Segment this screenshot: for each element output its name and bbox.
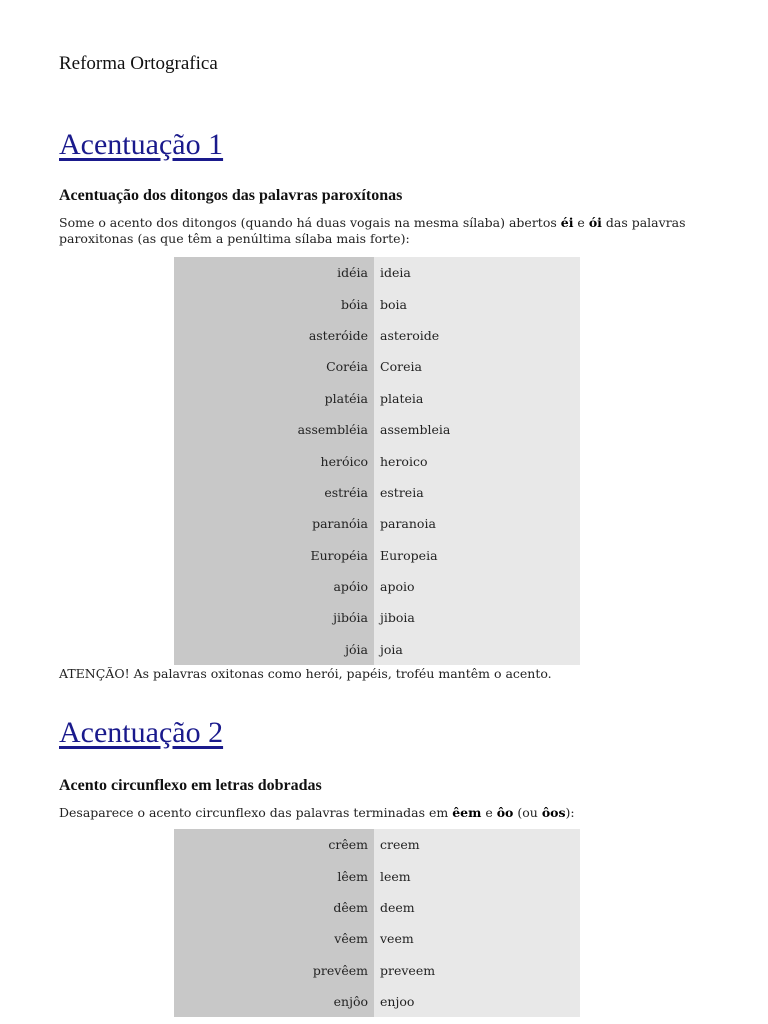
table-row: [174, 860, 580, 891]
section2-intro: [59, 805, 699, 821]
subheading-circunflexo: Acento circunflexo em letras dobradas: [59, 777, 322, 794]
table-row: [174, 540, 580, 571]
intro-text: ):: [565, 805, 575, 820]
intro-text: e: [573, 215, 589, 230]
intro-text: Some o acento dos ditongos (quando há duas vogais na mesma sílaba) abertos: [59, 215, 561, 230]
old-spelling-cell: vêem: [174, 923, 374, 954]
new-spelling-cell: boia: [374, 288, 580, 319]
table-row: [174, 288, 580, 319]
attention-note: ATENÇÃO! As palavras oxitonas como herói, papéis, troféu mantêm o acento.: [59, 666, 552, 681]
old-spelling-cell: paranóia: [174, 508, 374, 539]
new-spelling-cell: asteroide: [374, 320, 580, 351]
old-spelling-cell: jibóia: [174, 602, 374, 633]
new-spelling-cell: estreia: [374, 477, 580, 508]
table-row: [174, 351, 580, 382]
old-spelling-cell: assembléia: [174, 414, 374, 445]
old-spelling-cell: idéia: [174, 257, 374, 288]
intro-bold: ói: [588, 215, 602, 230]
new-spelling-cell: enjoo: [374, 986, 580, 1017]
new-spelling-cell: joia: [374, 634, 580, 665]
new-spelling-cell: plateia: [374, 383, 580, 414]
old-spelling-cell: Coréia: [174, 351, 374, 382]
section1-intro: [59, 215, 699, 247]
old-spelling-cell: apóio: [174, 571, 374, 602]
section-heading-acentuacao-2[interactable]: Acentuação 2: [59, 716, 224, 749]
new-spelling-cell: ideia: [374, 257, 580, 288]
table-row: [174, 892, 580, 923]
new-spelling-cell: paranoia: [374, 508, 580, 539]
table-row: [174, 955, 580, 986]
old-spelling-cell: estréia: [174, 477, 374, 508]
old-spelling-cell: dêem: [174, 892, 374, 923]
new-spelling-cell: preveem: [374, 955, 580, 986]
table-row: [174, 602, 580, 633]
old-spelling-cell: lêem: [174, 860, 374, 891]
table-row: [174, 257, 580, 288]
new-spelling-cell: creem: [374, 829, 580, 860]
intro-bold: éi: [560, 215, 574, 230]
intro-bold: ôos: [541, 805, 566, 820]
table-row: [174, 445, 580, 476]
new-spelling-cell: jiboia: [374, 602, 580, 633]
table-row: [174, 634, 580, 665]
new-spelling-cell: Coreia: [374, 351, 580, 382]
table-row: [174, 571, 580, 602]
intro-bold: êem: [452, 805, 482, 820]
new-spelling-cell: Europeia: [374, 540, 580, 571]
old-spelling-cell: enjôo: [174, 986, 374, 1017]
subheading-ditongos: Acentuação dos ditongos das palavras paroxítonas: [59, 187, 403, 204]
new-spelling-cell: assembleia: [374, 414, 580, 445]
old-spelling-cell: asteróide: [174, 320, 374, 351]
old-spelling-cell: platéia: [174, 383, 374, 414]
old-spelling-cell: bóia: [174, 288, 374, 319]
new-spelling-cell: apoio: [374, 571, 580, 602]
intro-text: e: [481, 805, 497, 820]
new-spelling-cell: veem: [374, 923, 580, 954]
intro-bold: ôo: [496, 805, 514, 820]
table-row: [174, 320, 580, 351]
table-row: [174, 923, 580, 954]
word-table-circunflexo: [174, 829, 580, 1017]
new-spelling-cell: deem: [374, 892, 580, 923]
table-row: [174, 414, 580, 445]
old-spelling-cell: crêem: [174, 829, 374, 860]
old-spelling-cell: heróico: [174, 445, 374, 476]
table-row: [174, 508, 580, 539]
intro-text: Desaparece o acento circunflexo das palavras terminadas em: [59, 805, 453, 820]
table-row: [174, 477, 580, 508]
table-row: [174, 383, 580, 414]
table-row: [174, 986, 580, 1017]
section-heading-acentuacao-1[interactable]: Acentuação 1: [59, 128, 224, 161]
word-table-ditongos: [174, 257, 580, 665]
intro-text: das palavras paroxitonas (as que têm a penúltima sílaba mais forte):: [59, 215, 686, 246]
document-title: Reforma Ortografica: [59, 53, 218, 74]
old-spelling-cell: prevêem: [174, 955, 374, 986]
old-spelling-cell: Européia: [174, 540, 374, 571]
old-spelling-cell: jóia: [174, 634, 374, 665]
new-spelling-cell: heroico: [374, 445, 580, 476]
new-spelling-cell: leem: [374, 860, 580, 891]
intro-text: (ou: [513, 805, 542, 820]
table-row: [174, 829, 580, 860]
